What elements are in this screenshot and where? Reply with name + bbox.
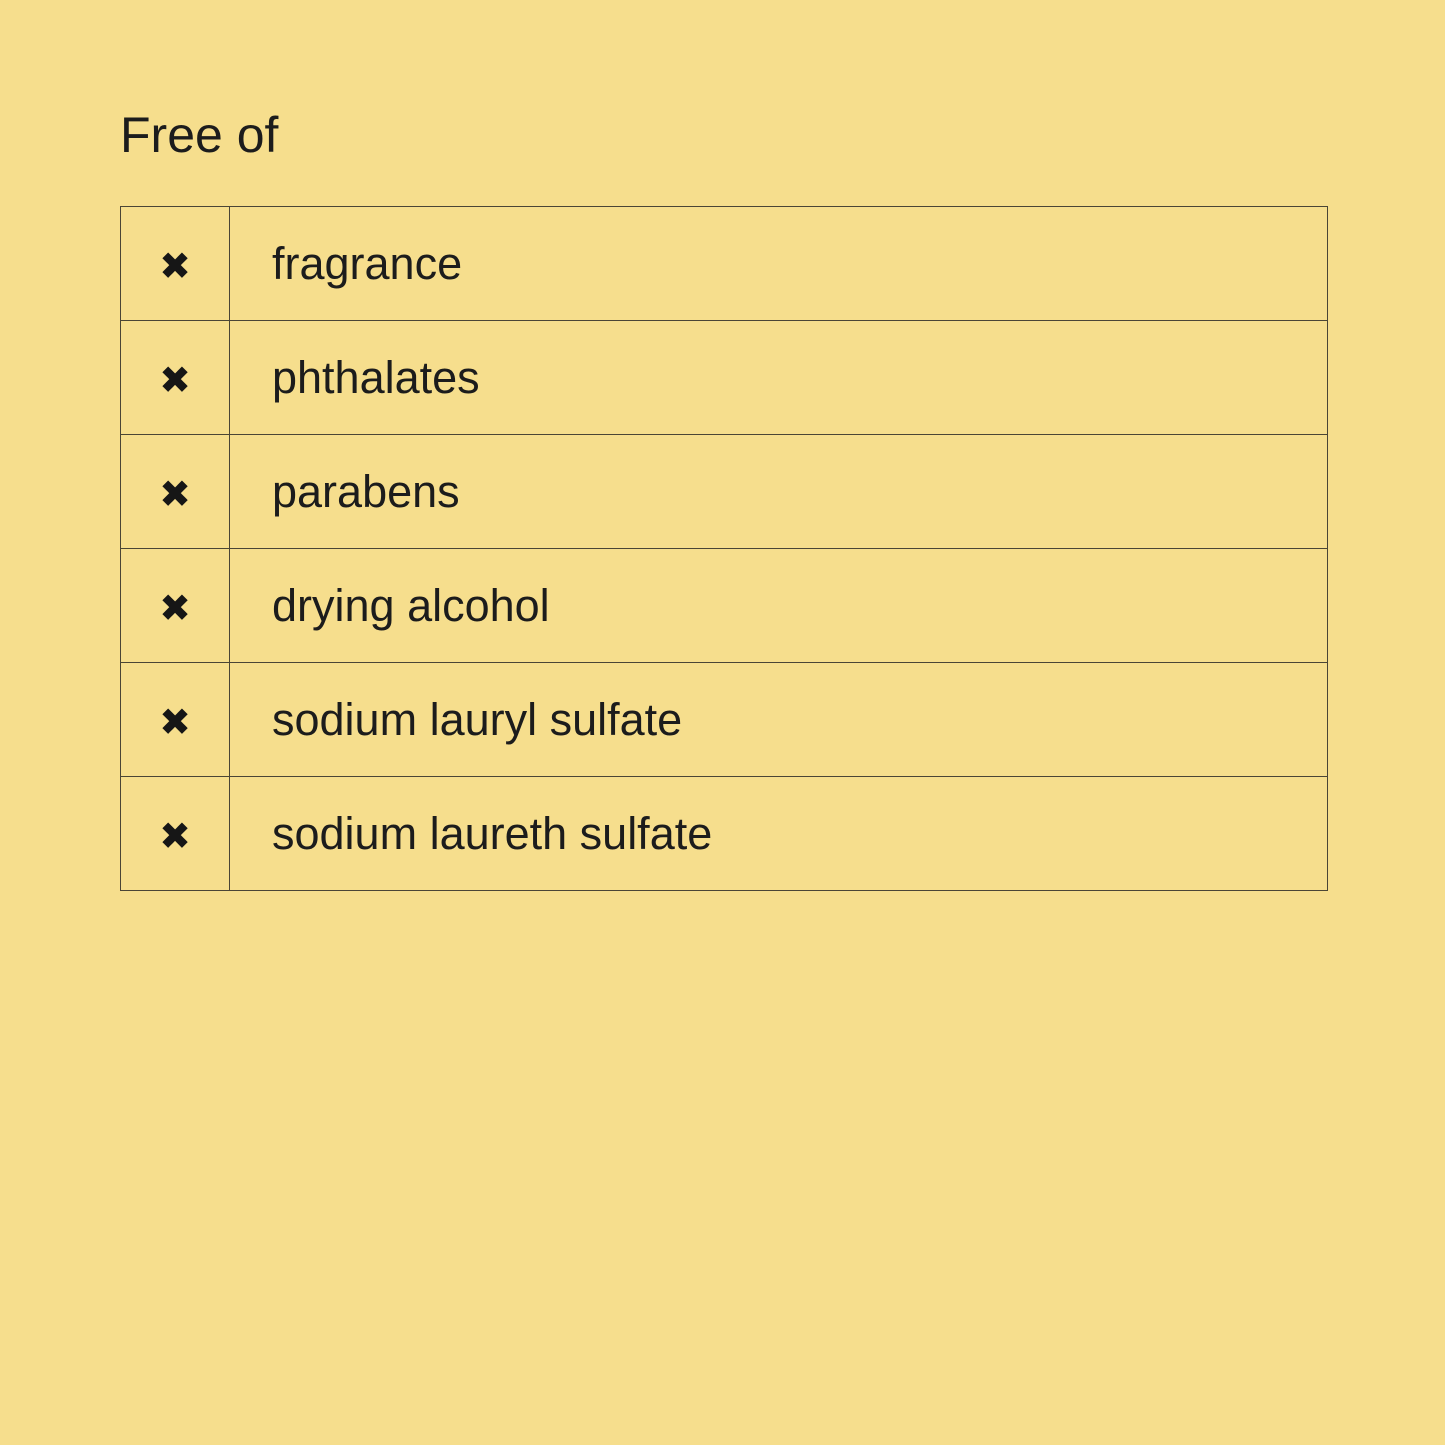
ingredient-label: drying alcohol [230, 549, 1328, 663]
table-row [121, 663, 1328, 777]
ingredient-label: fragrance [230, 207, 1328, 321]
x-icon-cell [121, 777, 230, 891]
x-icon: ✖ [159, 243, 191, 288]
x-icon: ✖ [159, 471, 191, 516]
x-icon-cell [121, 435, 230, 549]
table-row [121, 549, 1328, 663]
ingredient-label: phthalates [230, 321, 1328, 435]
free-of-table [120, 206, 1328, 891]
x-icon: ✖ [159, 699, 191, 744]
x-icon-cell [121, 549, 230, 663]
x-icon: ✖ [159, 585, 191, 630]
x-icon-cell [121, 207, 230, 321]
ingredient-label: parabens [230, 435, 1328, 549]
table-row [121, 321, 1328, 435]
table-row [121, 435, 1328, 549]
x-icon-cell [121, 663, 230, 777]
ingredient-label: sodium laureth sulfate [230, 777, 1328, 891]
table-row [121, 777, 1328, 891]
x-icon-cell [121, 321, 230, 435]
x-icon: ✖ [159, 357, 191, 402]
ingredient-label: sodium lauryl sulfate [230, 663, 1328, 777]
x-icon: ✖ [159, 813, 191, 858]
page-title: Free of [120, 107, 279, 163]
table-row [121, 207, 1328, 321]
free-of-table-body [121, 207, 1328, 891]
